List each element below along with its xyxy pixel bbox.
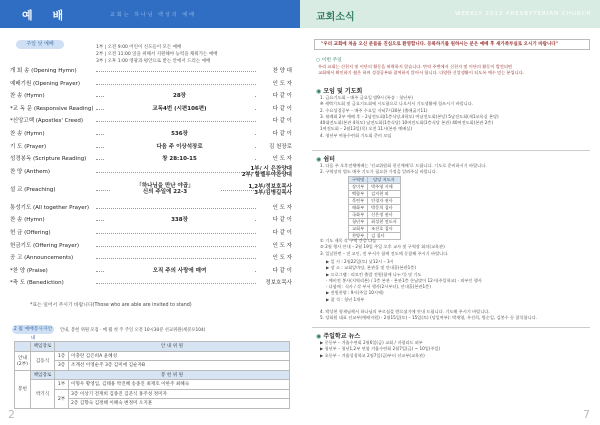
- group-heading: ◉ 쉼터: [316, 156, 335, 163]
- event-line: ▶ 장 소 : 교회앞마당, 본관홀 및 안내홀(본관1층): [326, 265, 416, 271]
- order-label: 찬 양 (Anthem): [10, 168, 51, 175]
- group-leader: 김 집사: [368, 233, 401, 240]
- order-label: 기 도 (Prayer): [10, 143, 47, 150]
- duty-group-anne: 안내 (2부): [15, 351, 31, 370]
- page-number-right: 7: [583, 408, 590, 421]
- order-row: [10, 251, 292, 264]
- order-leader: 인 도 자: [272, 156, 292, 163]
- order-label: *신앙고백 (Apostles' Creed): [10, 118, 83, 125]
- meeting-line: 3. 월례회 2부 예배 후 – 2남전도회(1층식당,4학모) 여남전도회(본당) 5남전도회(제1교육실 본당): [320, 113, 499, 119]
- service-time-3: 3부 | 오후 1:00 영광과 평안으로 받는 안에서 드리는 예배: [96, 59, 211, 64]
- group-name: 장미부: [349, 184, 368, 191]
- worship-header-band: [0, 0, 300, 28]
- news-title: 교회소식: [316, 12, 355, 23]
- duty-names-3: 이형우 황영입, 김태용 박진혜 송종진 최재호 이한주 최혜숙: [69, 380, 290, 390]
- school-line: ▶ 초등부 – 겨울성경학교 2월7일(금)부터 선교부(교육관): [320, 352, 425, 358]
- order-leader: 다 같 이: [272, 230, 292, 236]
- order-leader: 다 같 이: [272, 118, 292, 125]
- group-table-head-2: 담당 지도자: [368, 177, 401, 184]
- service-times: [96, 44, 218, 65]
- duty-elder-head: 책임장로: [31, 370, 55, 380]
- order-row: [10, 64, 292, 77]
- dotted-leader: [96, 283, 256, 284]
- sermon-title: 「하나님을 만난 야곱」 신의 주일에 22-3: [110, 183, 220, 196]
- closing-line: 5. 당회원 대표 선교부(예배지원) · 2월15일(토) – 15일(토) (당일여부): 박재영, 우진희, 방순일, 김봉수 등 참석합니다.: [320, 315, 537, 321]
- duty-service-2: 2부: [55, 389, 69, 408]
- dotted-leader: [96, 233, 256, 234]
- group-leader: 김지현 외: [368, 191, 401, 198]
- news-header-band: [300, 0, 600, 28]
- order-leader: 찬 양 대: [272, 68, 292, 74]
- duty-col-blank: [15, 342, 31, 352]
- page-subtitle: 교회는 하나님 백성의 예배: [110, 12, 196, 18]
- group-table-row: [349, 205, 401, 212]
- order-detail: 536장: [105, 129, 254, 137]
- group-table-row: [349, 184, 401, 191]
- news-subtitle: WEEKLY 2012 PRESBYTERIAN CHURCH: [455, 11, 592, 17]
- this-week-title: ○ 이번 주일: [316, 58, 342, 63]
- this-week-line-1: 우리 교회는 신천지 및 이단의 활동을 허락하지 않습니다. 만약 주변에서 신천지 및 이단의 활동이 발견되면: [318, 64, 512, 69]
- group-after-line: ② 2월 행사 안내 – 2월 19일 주일 오후 교사 및 구역장 회의(교육관): [320, 244, 445, 250]
- event-line: ▶ 전원찬양 : 9시(주일 10시에): [326, 290, 384, 296]
- group-table-head-1: 구역명: [349, 177, 368, 184]
- group-table-row: [349, 226, 401, 233]
- order-row: [10, 264, 292, 277]
- section2-text: 안내, 봉헌 위원 모집 · 매 월 첫 주 주일 오전 10시30분 선교위원(세분포104): [60, 328, 206, 333]
- welcome-announcement: "우리 교회에 처음 오신 분들을 진심으로 환영합니다. 등록하기를 원하시는 분은 예배 후 새가족부실로 오시기 바랍니다": [314, 39, 590, 50]
- group-table-row: [349, 212, 401, 219]
- duty-names-5: 2층 김향숙 김정혜 이혜숙 변정미 오지훈: [69, 399, 290, 409]
- group-after-line: ① 기도 제목 각 구역 간증 나눔: [320, 238, 377, 243]
- group-after-line: 3. 일날한번 – 전 교인, 전 부서가 함께 전도에 동참해 주시기 바랍니다.: [320, 250, 449, 256]
- duty-offering-head: 봉 헌 위 원: [55, 370, 290, 380]
- right-page: [300, 0, 600, 425]
- group-table-row: [349, 219, 401, 226]
- school-heading: ◉ 주일학교 뉴스: [316, 333, 361, 340]
- closing-line: 4. 박상현 형제님께서 하나님의 부르심을 받으셨기에 안내 드립니다. 기도해 주시기 바랍니다.: [320, 309, 490, 314]
- dotted-leader: [96, 258, 256, 259]
- group-items: [320, 163, 487, 176]
- group-leader: 안경자 권사: [368, 198, 401, 205]
- order-leader: 정보호목사: [265, 280, 292, 287]
- order-detail: 다음 주 이상석장로: [105, 142, 254, 150]
- group-name: 찬양부: [349, 233, 368, 240]
- duty-service-1: 1부: [55, 380, 69, 390]
- order-row: [10, 239, 292, 252]
- order-leader: 다 같 이: [272, 217, 292, 224]
- order-leader: 인 도 자: [272, 80, 292, 87]
- order-label: 헌 금 (Offering): [10, 230, 51, 236]
- group-leader: 최성현 전도사: [368, 219, 401, 226]
- duty-col-head-1: 책임장로: [31, 342, 55, 352]
- group-name: 교회부: [349, 226, 368, 233]
- order-leader: 다 같 이: [272, 105, 292, 112]
- schedule-pill: 주일 낮 예배: [16, 40, 64, 49]
- order-leader: 다 같 이: [272, 131, 292, 137]
- event-line: ▶ 참 석 : 청년 1개부: [326, 296, 365, 302]
- order-row: [10, 102, 292, 115]
- event-line: ▶ 일 시 : 2월22일(토) 낮12시 – 3시: [326, 259, 394, 264]
- group-name: 매화부: [349, 205, 368, 212]
- dotted-leader: [96, 208, 256, 209]
- duty-col-head-2: 안 내 위 원: [55, 342, 290, 352]
- group-table-row: [349, 191, 401, 198]
- meeting-line: 4. 청년부 여름수련회 기도회 준비 모임: [320, 132, 392, 138]
- order-label: 찬 송 (Hymn): [10, 131, 45, 137]
- order-row: [10, 77, 292, 90]
- bullet-icon: ◉: [316, 333, 324, 340]
- dotted-leader: [96, 84, 256, 85]
- order-leader: 인 도 자: [272, 242, 292, 249]
- duty-elder-1: 김동식: [31, 351, 55, 370]
- bullet-icon: ◉: [316, 88, 324, 95]
- section2-pill: 2 월 예배봉사자안내: [13, 327, 53, 341]
- order-detail: 교독4번 (시편106편): [105, 104, 254, 112]
- order-leader: 다 같 이: [272, 93, 292, 100]
- order-label: 찬 송 (Hymn): [10, 217, 45, 224]
- event-line: · 예비전 봉사(지역리본) / 1층 본관 · 본관1층 손님맞이 12시(주일학교) · 외부인 행사: [326, 277, 482, 283]
- order-leader: 김 천장로: [268, 143, 292, 150]
- page-title: 예 배: [22, 9, 72, 22]
- order-detail: 창 28:10-15: [105, 154, 254, 162]
- group-after: [320, 238, 449, 257]
- order-row: [10, 201, 292, 214]
- order-row: [10, 276, 292, 289]
- order-row: [10, 152, 292, 165]
- bullet-icon: ◉: [316, 156, 324, 163]
- order-detail: 오직 주의 사랑에 매여: [105, 266, 254, 274]
- order-row: [10, 165, 292, 183]
- group-line: 2. 구역장의 별도 매주 기도가 필요한 가정을 알려주실 바랍니다.: [320, 169, 438, 175]
- service-time-1: 1부 | 오전 9:00 어린이 신도들이 모든 예배: [96, 45, 182, 50]
- order-leader: 인 도 자: [272, 255, 292, 262]
- group-line: 1. 다음 주 오후전체예배는 '선교위원회 헌신예배'로 드립니다. 기도로 준비하시기 바랍니다.: [320, 163, 487, 168]
- duty-names-1: 이충란 김은희A 윤혜성: [69, 351, 290, 361]
- dotted-leader: [96, 121, 256, 122]
- order-label: 개 회 송 (Opening Hymn): [10, 68, 77, 74]
- school-line: ▶ 청년부 – 청년1,2부 연합 겨울수련회 2월7일(금) ~ 10일(주일): [320, 346, 441, 352]
- duty-group-offering: 봉헌: [15, 370, 31, 408]
- closing-notices: [320, 309, 537, 322]
- order-label: *교 독 문 (Responsive Reading): [10, 105, 94, 112]
- duty-elder-2: 박기식: [31, 380, 55, 409]
- order-row: [10, 89, 292, 102]
- group-name: 백합부: [349, 191, 368, 198]
- meeting-line: 1여전도회 – 2월13일(목) 오전 11시(본관 예배실): [320, 126, 412, 132]
- this-week-line-2: 교회에서 확인하기 쉽은 하며 성경공부와 참여하지 않아서 합니다. 다양한 신앙생활이 되도록 예수 믿는 분입니다.: [318, 70, 525, 76]
- duty-names-2: 조계선 이영순주 3층 김미애 김순자B: [69, 361, 290, 371]
- order-row: [10, 127, 292, 140]
- stand-note: *표는 일어서 주시기 바랍니다(Those who are able are invited to stand): [30, 303, 192, 308]
- meeting-line: 2. 수요성경공부 – 매주 수요일 저녁7시30분 (출애굽기11): [320, 107, 428, 113]
- order-label: 공 고 (Announcements): [10, 255, 74, 262]
- order-label: 찬 송 (Hymn): [10, 93, 45, 100]
- anthem-choirs: 1부/ 시 은찬양대 2부/ 할렐루야찬양대: [241, 165, 292, 179]
- group-leader: 신은정 권사: [368, 212, 401, 219]
- group-leader: 박주영 시애: [368, 184, 401, 191]
- divider: [312, 150, 590, 151]
- order-row: [10, 114, 292, 127]
- event-line: ▶ 프로그램 : 리모컨 출발 전원(함께 나누기) 및 기도: [326, 271, 422, 277]
- order-leader: 다 같 이: [272, 267, 292, 274]
- group-leader: 박문희 집사: [368, 205, 401, 212]
- order-label: 헌금기도 (Offering Prayer): [10, 242, 80, 249]
- school-news: [320, 340, 440, 359]
- order-row: [10, 183, 292, 201]
- order-row: [10, 213, 292, 226]
- group-table-row: [349, 198, 401, 205]
- group-name: 청년부: [349, 219, 368, 226]
- duty-floor-1: 1층: [55, 351, 69, 361]
- order-label: 설 교 (Preaching): [10, 186, 56, 193]
- dotted-leader: [96, 246, 256, 247]
- dotted-leader: [96, 172, 256, 173]
- meeting-line: 40대전도회(본관 4학모) 남전도회(1층식당) 10여전도회(1층식당 본관) 40여전도회(본관 2층): [320, 120, 494, 126]
- divider: [312, 327, 590, 328]
- duty-floor-2: 3층: [55, 361, 69, 371]
- service-time-2: 2부 | 오전 11:00 일을 위해서 지원해야 능력을 채워가는 예배: [96, 52, 218, 57]
- order-detail: 338장: [105, 215, 254, 223]
- page-number-left: 2: [8, 408, 15, 421]
- duty-table: [14, 341, 290, 409]
- order-row: [10, 140, 292, 153]
- order-label: 성경봉독 (Scripture Reading): [10, 156, 87, 163]
- meeting-line: 1. 금요기도회 – 매주 금요일 밤9시 (특송 : 청년부): [320, 95, 413, 100]
- event-line: · 다함께 : 식사 / 각 부서 행사(2시부터), 안내홀(본관1층): [326, 284, 431, 290]
- group-leader: 조진호 집사: [368, 226, 401, 233]
- meeting-line: ※ 새벽기도회 및 금요기도회에 시도함으로 나오셔서 기도생활에 힘쓰시기 바랍니다.: [320, 101, 474, 107]
- event-details: [326, 259, 482, 303]
- group-table: [348, 176, 401, 240]
- order-leader: 인 도 자: [272, 204, 292, 211]
- this-week-body: [318, 64, 524, 77]
- group-name: 목련부: [349, 198, 368, 205]
- meetings-list: [320, 95, 499, 139]
- order-detail: 28장: [105, 91, 254, 99]
- school-line: ▶ 중등부 – 겨울수련회 2월6일(금) 교회 / 지평리드 외부: [320, 340, 423, 345]
- order-row: [10, 226, 292, 239]
- duty-names-4: 3층 이상기 전재희 김종진 김준식 홍주성 정미자: [69, 389, 290, 399]
- order-label: *축 도 (Benediction): [10, 280, 64, 287]
- dotted-leader: [96, 71, 256, 72]
- order-label: 예배기원 (Opening Prayer): [10, 80, 80, 87]
- group-name: 국화부: [349, 212, 368, 219]
- sermon-preachers: 1,2부/정보호목사 3부/김병길목사: [248, 183, 292, 197]
- meetings-heading: ◉ 모임 및 기도회: [316, 88, 363, 95]
- order-label: 통성기도 (All together Prayer): [10, 204, 90, 211]
- order-label: *찬 양 (Praise): [10, 267, 48, 274]
